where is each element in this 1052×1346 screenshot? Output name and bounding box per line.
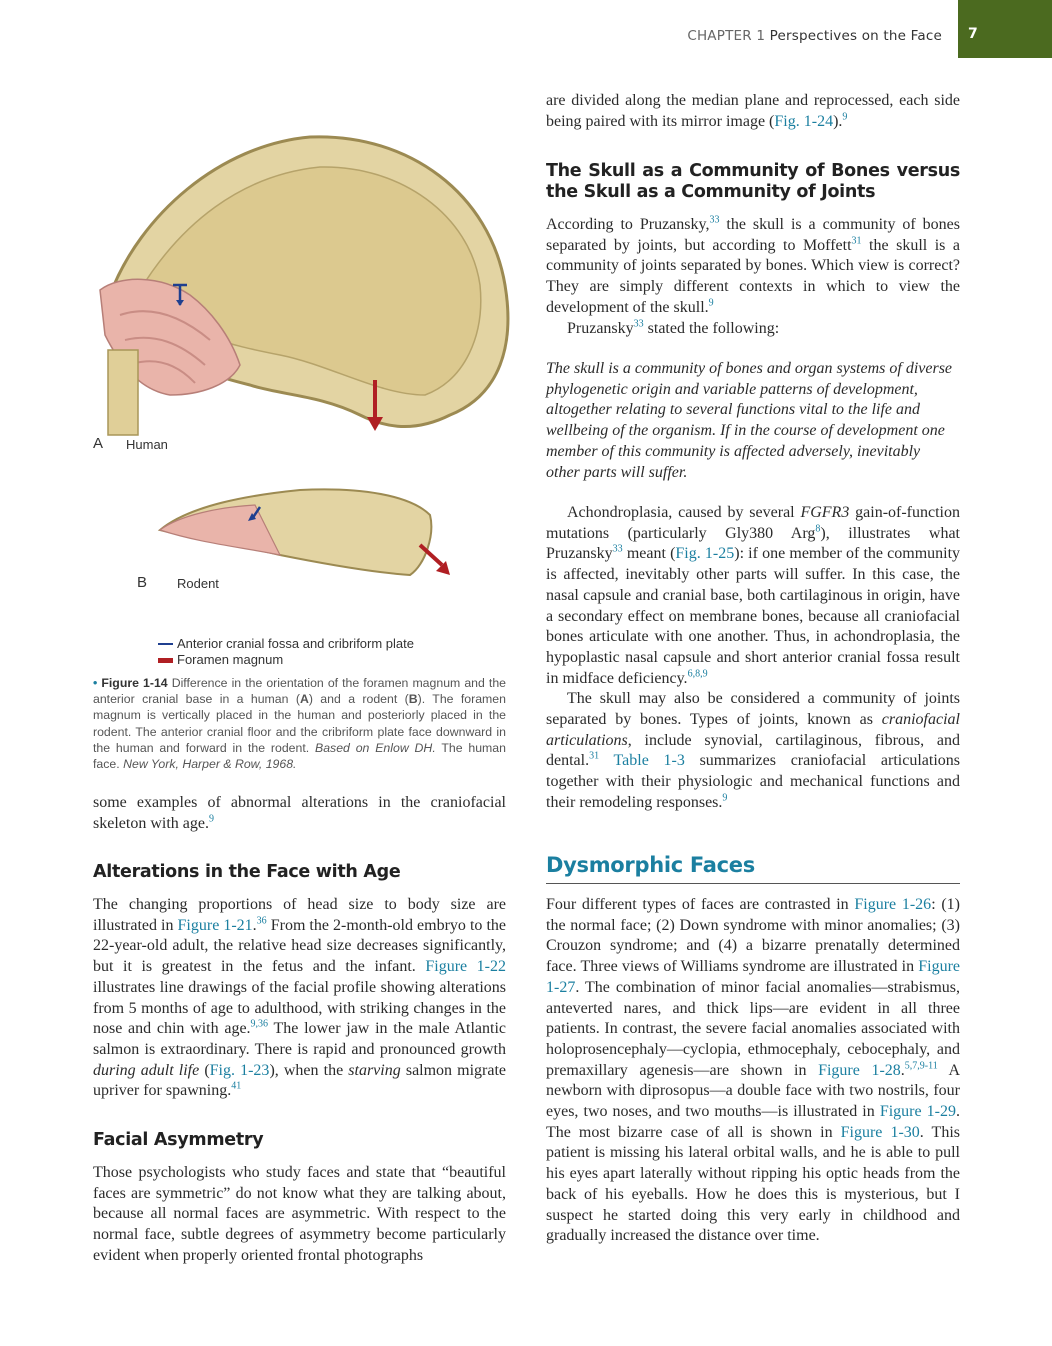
figure-link[interactable]: Fig. 1-24 [774,112,834,130]
legend-item-cranial-fossa [158,636,414,652]
section-heading-dysmorphic: Dysmorphic Faces [546,853,960,884]
rodent-skull-image [160,489,450,575]
page-number-tab [958,0,1052,58]
running-header [687,28,942,44]
legend-label: Anterior cranial fossa and cribriform plate [177,636,414,651]
chapter-label: CHAPTER 1 [687,28,766,44]
right-column-intro [546,91,960,132]
figure-caption-label: Figure 1-14 [101,676,168,690]
figure-link[interactable]: Figure 1-21 [177,916,253,934]
section-achondroplasia [546,503,960,814]
chapter-title: Perspectives on the Face [769,28,942,44]
left-column-intro [93,793,506,834]
figure-label-human: Human [126,437,168,452]
paragraph: Achondroplasia, caused by several FGFR3 gain-of-function mutations (particularly Gly380 Arg$^8$), illustrates what Pruzansky$^{33}$ meant (Fig. 1-25): if one member of the community is affected, inevitably other parts will suffer. In this case, the nasal capsule and cranial base, both cartilaginous in origin, have a secondary effect on membrane bones, because all craniofacial bones articulate with one another. Thus, in achondroplasia, the hypoplastic nasal capsule and short anterior cranial fossa result in midface deficiency.$^{6,8,9}$ [546,504,961,687]
section-heading-age: Alterations in the Face with Age [93,862,401,882]
figure-link[interactable]: Figure 1-30 [840,1123,920,1141]
figure-label-b: B [137,574,148,591]
figure-caption: • Figure 1-14 Difference in the orientation of the foramen magnum and the anterior cranial base in a human (A) and a rodent (B). The foramen magnum is vertically placed in the human and posteriorly placed in the rodent. The anterior cranial floor and the cribriform plate face downward in the human and forward in the rodent. Based on Enlow DH. The human face. New York, Harper & Row, 1968. [93,676,507,772]
page-number: 7 [968,26,978,42]
figure-link[interactable]: Figure 1-28 [818,1061,901,1079]
paragraph: some examples of abnormal alterations in the craniofacial skeleton with age.$^9$ [93,794,506,832]
paragraph: According to Pruzansky,$^{33}$ the skull is a community of bones separated by joints, but according to Moffett$^{31}$ the skull is a community of joints separated by bones. Which view is correct? They are simply different contexts in which to view the development of the skull.$^9$ [546,214,960,316]
table-link[interactable]: Table 1-3 [613,752,685,770]
figure-link[interactable]: Fig. 1-25 [675,545,735,563]
figure-legend [158,636,414,668]
figure-link[interactable]: Fig. 1-23 [209,1061,270,1079]
figure-illustration [80,95,520,615]
legend-item-foramen-magnum [158,652,414,668]
legend-label: Foramen magnum [177,652,284,667]
section-asymmetry [93,1130,506,1267]
paragraph: The changing proportions of head size to body size are illustrated in Figure 1-21.36 From the 2-month-old embryo to the 22-year-old adult, the relative head size decreases significantly, but it is greatest in the fetus and the infant. Figure 1-22 illustrates line drawings of the facial profile showing alterations from 5 months of age to adulthood, with striking changes in the nose and chin with age.$^{9,36}$ The lower jaw in the male Atlantic salmon is extraordinary. There is rapid and pronounced growth during adult life (Fig. 1-23), when the starving salmon migrate upriver for spawning.$^{41}$ [93,896,507,1100]
block-quote: The skull is a community of bones and organ systems of diverse phylogenetic origin and variable patterns of development, altogether relating to several functions vital to the life and wellbeing of the organism. If in the course of development one member of this community is affected adversely, inevitably other parts will suffer. [546,360,953,481]
figure-label-rodent: Rodent [177,576,219,591]
paragraph: The skull may also be considered a community of joints separated by bones. Types of joints, known as craniofacial articulations, include synovial, cartilaginous, fibrous, and dental.$^{31}$ Table 1-3 summarizes craniofacial articulations together with their physiologic and mechanical functions and their remodeling responses.$^9$ [546,690,960,811]
figure-label-a: A [93,435,104,452]
figure-link[interactable]: Figure 1-29 [879,1103,956,1121]
legend-swatch-red [158,658,173,663]
section-age [93,862,506,1102]
paragraph: Pruzansky$^{33}$ stated the following: [567,318,780,337]
paragraph: Those psychologists who study faces and state that “beautiful faces are symmetric” do not know what they are talking about, because all normal faces are asymmetric. With respect to the normal face, subtle degrees of asymmetry become particularly evident when properly oriented frontal photographs [93,1164,506,1264]
paragraph: are divided along the median plane and reprocessed, each side being paired with its mirror image (Fig. 1-24).$^9$ [546,92,960,130]
human-skull-image [100,137,508,435]
figure-link[interactable]: Figure 1-26 [854,896,932,913]
section-heading-asymmetry: Facial Asymmetry [93,1130,264,1150]
section-skull [546,161,960,339]
section-heading-skull: The Skull as a Community of Bones versus the Skull as a Community of Joints [546,161,960,202]
figure-link[interactable]: Figure 1-22 [425,958,506,976]
section-dysmorphic [546,895,960,1247]
figure-link[interactable]: Figure 1-27 [546,958,960,996]
paragraph: Four different types of faces are contrasted in Figure 1-26: (1) the normal face; (2) Down syndrome with minor anomalies; (3) Crouzon syndrome; and (4) a bizarre prenatally determined face. Three views of Williams syndrome are illustrated in Figure 1-27. The combination of minor facial anomalies—strabismus, anteverted nares, and thick lips—are evident in all three patients. In contrast, the severe facial anomalies associated with holoprosencephaly—cyclopia, ethmocephaly, cebocephaly, and premaxillary agenesis—are shown in Figure 1-28.$^{5,7,9-11}$ A newborn with diprosopus—a double face with two nostrils, four eyes, two noses, and two mouths—is illustrated in Figure 1-29. The most bizarre case of all is shown in Figure 1-30. This patient is missing his lateral orbital walls, and he is able to pull his eyes apart laterally without ripping his optic heads from the back of his eyeballs. How he does this is mysterious, but I suspect he started doing this very early in childhood and gradually increased the distance over time. [546,896,961,1245]
legend-swatch-blue [158,643,173,645]
